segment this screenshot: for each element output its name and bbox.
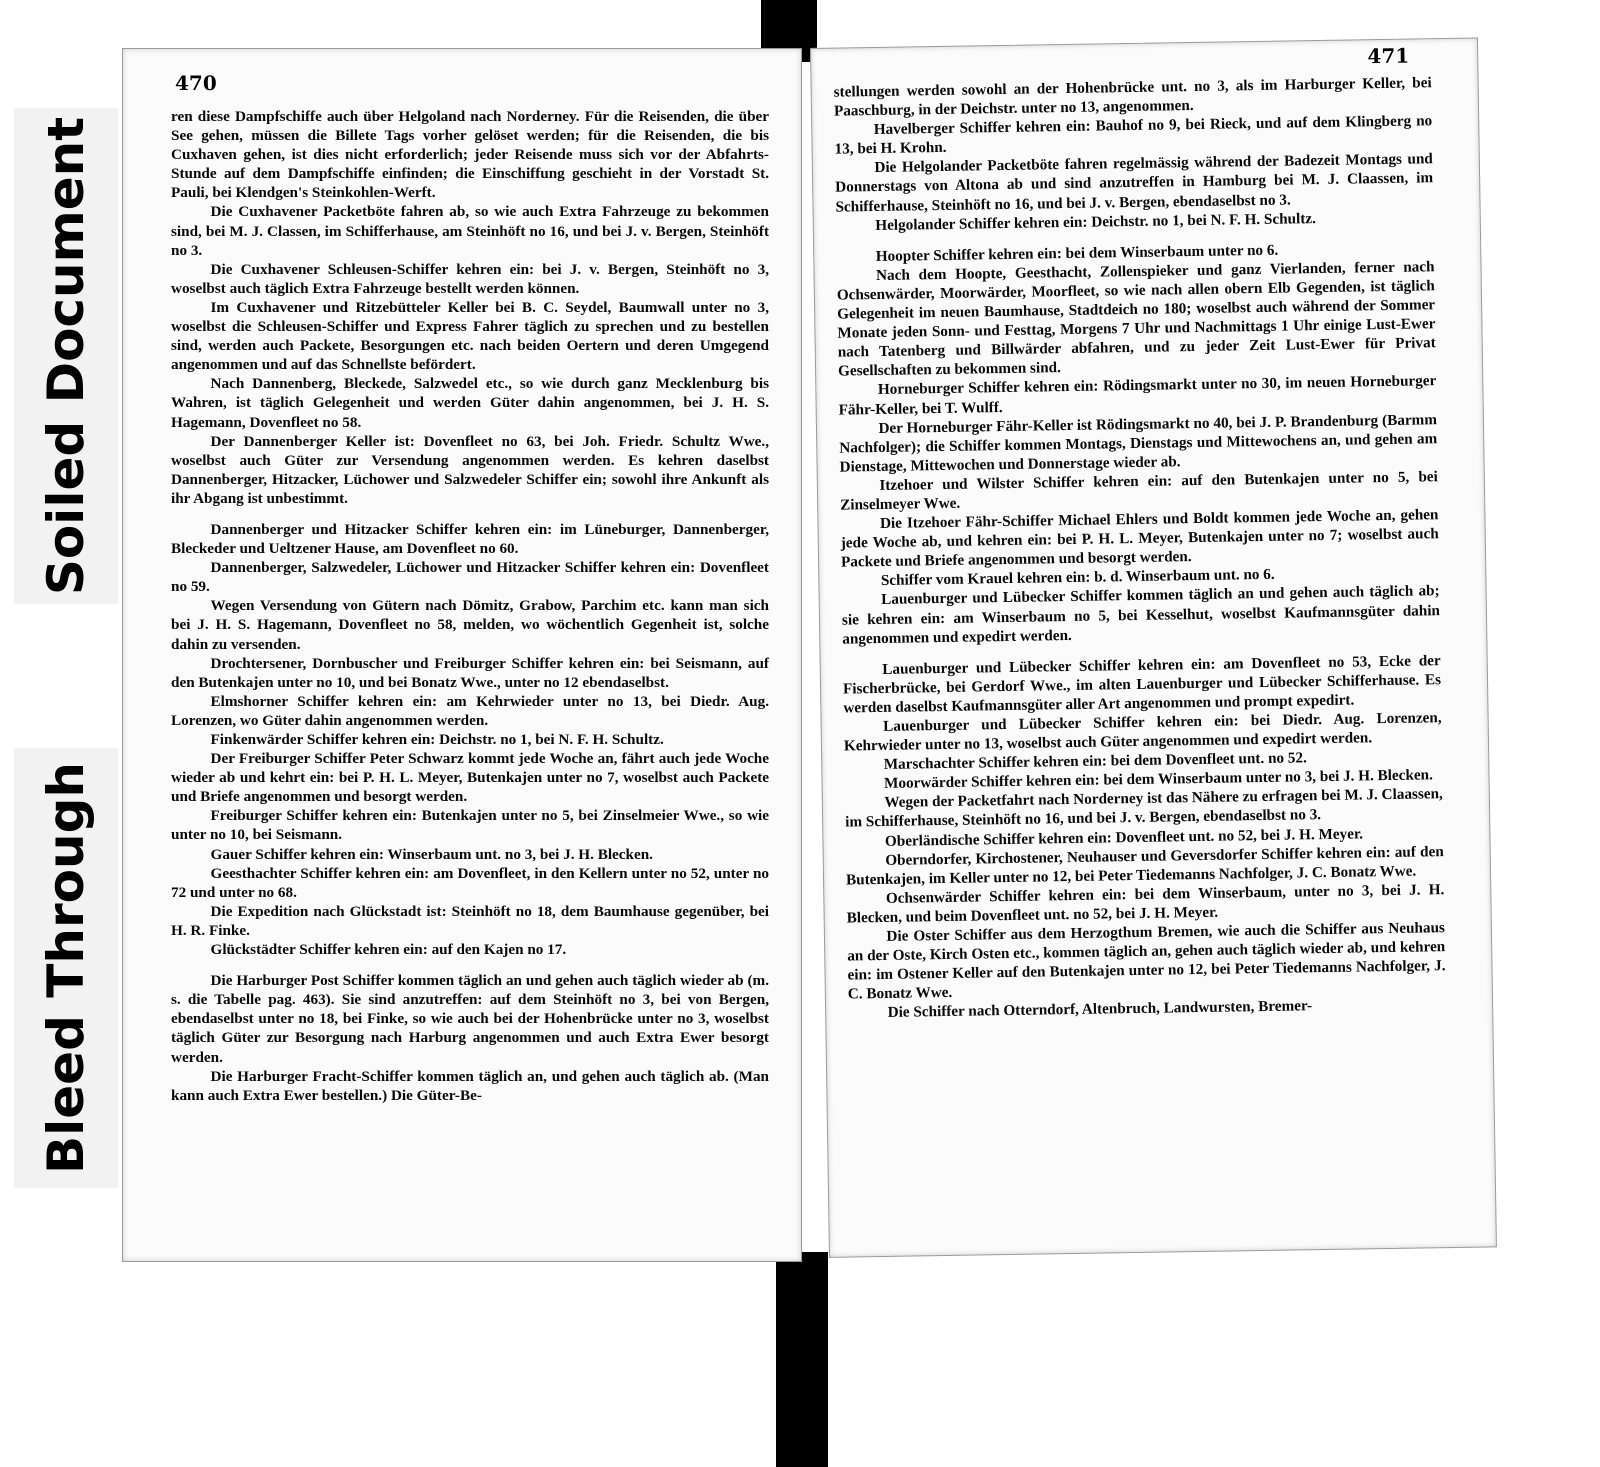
paragraph: Ochsenwärder Schiffer kehren ein: bei dem Winserbaum, unter no 3, bei J. H. Blecken, und beim Dovenfleet unt. no 52, bei J. H. Meyer. (846, 880, 1445, 927)
page-number: 471 (1367, 43, 1410, 69)
soiled-document-label (14, 108, 118, 604)
right-page (810, 38, 1497, 1258)
paragraph: Im Cuxhavener und Ritzebütteler Keller bei B. C. Seydel, Baumwall unter no 3, woselbst die Schleusen-Schiffer und Express Fahrer täglich zu sprechen und zu bestellen sind, werden auch Packete, Besorgungen etc. nach beiden Oertern und deren Umgegend angenommen und auf das Schnellste befördert. (171, 298, 769, 374)
paragraph: Horneburger Schiffer kehren ein: Rödingsmarkt unter no 30, im neuen Horneburger Fähr-Keller, bei T. Wulff. (838, 372, 1437, 419)
paragraph: Glückstädter Schiffer kehren ein: auf den Kajen no 17. (210, 941, 567, 959)
paragraph: Die Schiffer nach Otterndorf, Altenbruch, Landwursten, Bremer- (887, 997, 1313, 1022)
paragraph: Die Itzehoer Fähr-Schiffer Michael Ehlers und Boldt kommen jede Woche an, gehen jede Woche ab, und kehren ein: bei P. H. L. Meyer, Butenkajen unter no 7; woselbst auch Packete und Briefe angenommen und besorgt werden. (840, 506, 1439, 571)
paragraph: Itzehoer und Wilster Schiffer kehren ein: auf den Butenkajen unter no 5, bei Zinselmeyer Wwe. (840, 468, 1438, 514)
paragraph: Hoopter Schiffer kehren ein: bei dem Winserbaum unter no 6. (875, 241, 1279, 265)
paragraph: Der Horneburger Fähr-Keller ist Rödingsmarkt no 40, bei J. P. Brandenburg (Barmm Nachfolger); die Schiffer kommen Montags, Dienstags und Mittewochens an, und gehen am Dienstage, Mittewochen und Donnerstage wieder ab. (839, 410, 1438, 476)
paragraph: Freiburger Schiffer kehren ein: Butenkajen unter no 5, bei Zinselmeier Wwe., so wie unter no 10, bei Seismann. (171, 807, 769, 844)
paragraph: Dannenberger, Salzwedeler, Lüchower und Hitzacker Schiffer kehren ein: Dovenfleet no 59. (171, 559, 769, 596)
paragraph: Oberländische Schiffer kehren ein: Dovenfleet unt. no 52, bei J. H. Meyer. (884, 824, 1364, 850)
paragraph: Wegen der Packetfahrt nach Norderney ist das Nähere zu erfragen bei M. J. Claassen, im Schifferhause, Steinhöft no 16, und bei J. v. Bergen, ebendaselbst no 3. (845, 785, 1443, 832)
paragraph: Die Harburger Post Schiffer kommen täglich an und gehen auch täglich wieder ab (m. s. die Tabelle pag. 463). Sie sind anzutreffen: auf dem Steinhöft no 3, bei von Bergen, ebendaselbst unter no 18, bei Finke, so wie auch bei der Hohenbrücke unter no 3, woselbst täglich Güter zur Besorgung nach Harburg angenommen und auch Extra Ewer besorgt werden. (171, 972, 769, 1066)
paragraph: Finkenwärder Schiffer kehren ein: Deichstr. no 1, bei N. F. H. Schultz. (210, 731, 664, 748)
paragraph: stellungen werden sowohl an der Hohenbrücke unt. no 3, als im Harburger Keller, bei Paaschburg, in der Deichstr. unter no 13, angenommen. (833, 74, 1432, 120)
paragraph: ren diese Dampfschiffe auch über Helgoland nach Norderney. Für die Reisenden, die über See gehen, müssen die Billete Tags vorher gelöset werden; für die Reisenden, die bis Cuxhaven gehen, ist dies nicht erforderlich; jeder Reisende muss sich vor der Abfahrts-Stunde auf dem Dampfschiffe einfinden; die Einschiffung geschieht in der Vorstadt St. Pauli, bei Klendgen's Steinkohlen-Werft. (171, 108, 769, 202)
paragraph: Helgolander Schiffer kehren ein: Deichstr. no 1, bei N. F. H. Schultz. (875, 209, 1316, 234)
paragraph: Die Helgolander Packetböte fahren regelmässig während der Badezeit Montags und Donnerstags von Altona ab und sind anzutreffen in Hamburg bei M. J. Claassen, im Schifferhause, Steinhöft no 16, und bei J. v. Bergen, ebendaselbst no 3. (835, 150, 1434, 216)
page-text (834, 73, 1447, 1023)
paragraph: Lauenburger und Lübecker Schiffer kehren ein: am Dovenfleet no 53, Ecke der Fischerbrücke, bei Gerdorf Wwe., im alten Lauenburger und Lübecker Schifferhause. Es werden daselbst Kaufmannsgüter aller Art angenommen und prompt expedirt. (842, 651, 1442, 717)
paragraph: Der Dannenberger Keller ist: Dovenfleet no 63, bei Joh. Friedr. Schultz Wwe., woselbst auch Güter zur Versendung angenommen werden. Es kehren daselbst Dannenberger, Hitzacker, Lüchower und Salzwedeler Schiffer ein; sowohl ihre Ankunft als ihr Abgang ist unbestimmt. (171, 432, 769, 507)
binding-strip-bottom (776, 1252, 828, 1467)
paragraph: Gauer Schiffer kehren ein: Winserbaum unt. no 3, bei J. H. Blecken. (210, 845, 653, 863)
paragraph: Elmshorner Schiffer kehren ein: am Kehrwieder unter no 13, bei Diedr. Aug. Lorenzen, wo Güter dahin angenommen werden. (171, 692, 769, 729)
paragraph: Lauenburger und Lübecker Schiffer kommen täglich an und gehen auch täglich ab; sie kehren ein: am Winserbaum no 5, bei Kesselhut, woselbst Kaufmannsgüter dahin angenommen und expedirt werden. (841, 582, 1441, 648)
page-number: 470 (175, 71, 217, 95)
paragraph: Die Cuxhavener Packetböte fahren ab, so wie auch Extra Fahrzeuge zu bekommen sind, bei M. J. Classen, im Schifferhause, am Steinhöft no 16, und bei J. v. Bergen, Steinhöft no 3. (171, 203, 769, 259)
paragraph: Nach Dannenberg, Bleckede, Salzwedel etc., so wie durch ganz Mecklenburg bis Wahren, ist täglich Gelegenheit und werden Güter dahin angenommen, bei J. H. S. Hagemann, Dovenfleet no 58. (171, 375, 769, 431)
paragraph: Schiffer vom Krauel kehren ein: b. d. Winserbaum unt. no 6. (880, 566, 1275, 590)
bleed-through-text: Bleed Through (37, 762, 95, 1174)
paragraph: Wegen Versendung von Gütern nach Dömitz, Grabow, Parchim etc. kann man sich bei J. H. S. Hagemann, Dovenfleet no 58, melden, wo wöchentlich Gegenheit ist, solche dahin zu versenden. (171, 597, 769, 653)
paragraph: Oberndorfer, Kirchostener, Neuhauser und Geversdorfer Schiffer kehren ein: auf den Butenkajen, im Keller unter no 12, bei Peter Tiedemanns Nachfolger, J. C. Bonatz Wwe. (845, 842, 1444, 889)
paragraph: Die Cuxhavener Schleusen-Schiffer kehren ein: bei J. v. Bergen, Steinhöft no 3, woselbst auch täglich Extra Fahrzeuge bestellt werden können. (171, 260, 769, 297)
paragraph: Die Oster Schiffer aus dem Herzogthum Bremen, wie auch die Schiffer aus Neuhaus an der Oste, Kirch Osten etc., kommen täglich an, gehen auch täglich wieder ab, und kehren ein: im Ostener Keller auf den Butenkajen unter no 12, bei Peter Tiedemanns Nachfolger, J. C. Bonatz Wwe. (847, 919, 1446, 1003)
page-text (171, 107, 769, 1105)
soiled-document-text: Soiled Document (37, 116, 95, 596)
paragraph: Marschachter Schiffer kehren ein: bei dem Dovenfleet unt. no 52. (883, 749, 1307, 774)
paragraph: Drochtersener, Dornbuscher und Freiburger Schiffer kehren ein: bei Seismann, auf den Butenkajen unter no 10, und bei Bonatz Wwe., unter no 12 ebendaselbst. (171, 654, 769, 691)
paragraph: Dannenberger und Hitzacker Schiffer kehren ein: im Lüneburger, Dannenberger, Bleckeder und Ueltzener Hause, am Dovenfleet no 60. (171, 520, 769, 558)
left-page (122, 48, 802, 1262)
paragraph: Die Expedition nach Glückstadt ist: Steinhöft no 18, dem Baumhause gegenüber, bei H. R. Finke. (171, 902, 769, 939)
paragraph: Der Freiburger Schiffer Peter Schwarz kommt jede Woche an, fährt auch jede Woche wieder ab und kehrt ein: bei P. H. L. Meyer, Butenkajen unter no 7, woselbst auch Packete und Briefe angenommen und besorgt werden. (171, 750, 769, 806)
paragraph: Die Harburger Fracht-Schiffer kommen täglich an, und gehen auch täglich ab. (Man kann auch Extra Ewer bestellen.) Die Güter-Be- (171, 1067, 769, 1104)
bleed-through-label (14, 748, 118, 1188)
paragraph: Nach dem Hoopte, Geesthacht, Zollenspieker und ganz Vierlanden, ferner nach Ochsenwärder, Moorwärder, Moorfleet, so wie nach allen obern Elb Gegenden, ist täglich Gelegenheit im neuen Baumhause, Stadtdeich no 180; woselbst auch während der Sommer Monate jeden Sonn- und Festtag, Morgens 7 Uhr und Nachmittags 1 Uhr einige Lust-Ewer nach Tatenberg und Billwärder abfahren, und zu jeder Zeit Lust-Ewer für Privat Gesellschaften zu bekommen sind. (836, 258, 1436, 380)
paragraph: Moorwärder Schiffer kehren ein: bei dem Winserbaum unter no 3, bei J. H. Blecken. (883, 766, 1434, 793)
paragraph: Lauenburger und Lübecker Schiffer kehren ein: bei Diedr. Aug. Lorenzen, Kehrwieder unter no 13, woselbst auch Güter angenommen und expedirt werden. (843, 709, 1442, 755)
paragraph: Geesthachter Schiffer kehren ein: am Dovenfleet, in den Kellern unter no 52, unter no 72 und unter no 68. (171, 864, 769, 901)
paragraph: Havelberger Schiffer kehren ein: Bauhof no 9, bei Rieck, und auf dem Klingberg no 13, bei H. Krohn. (834, 112, 1433, 158)
